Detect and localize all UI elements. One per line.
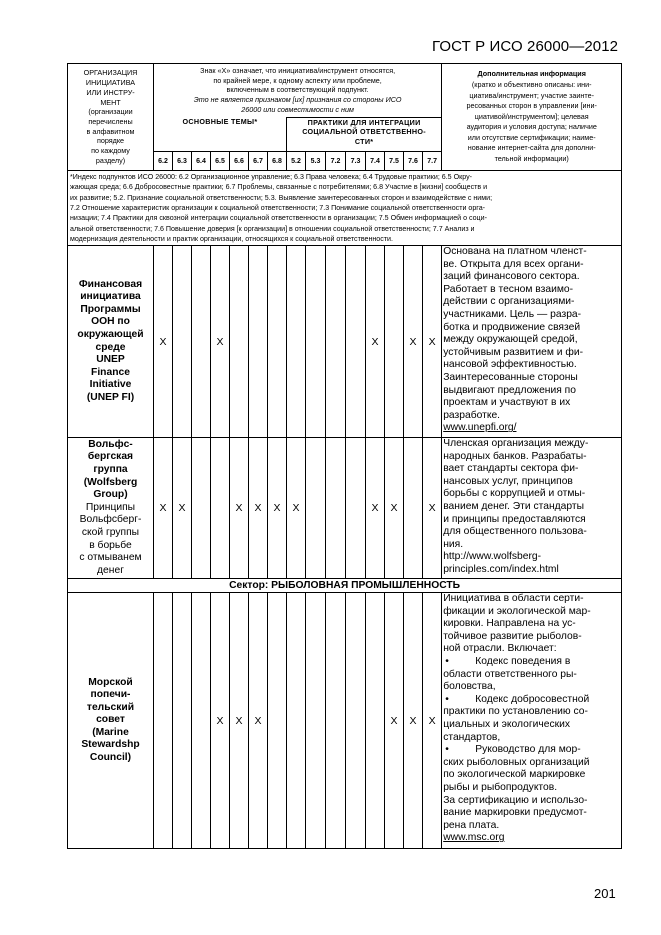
info-line: Членская организация между- (443, 438, 589, 450)
legend-italic-line: Это не является признаком [их] признания со стороны ИСО (193, 95, 402, 105)
org-name-line: группа (93, 464, 128, 476)
integration-practices-line: СОЦИАЛЬНОЙ ОТВЕТСТВЕННО- (302, 127, 426, 137)
mark-cell: X (249, 593, 268, 849)
subclause-code: 6.6 (230, 152, 249, 171)
info-line: устойчивым развитием и фи- (443, 346, 584, 358)
mark-cell (306, 593, 326, 849)
subclause-code: 6.8 (268, 152, 287, 171)
mark-cell: X (366, 246, 385, 438)
index-line: их развитие; 5.2. Признание социальной ответственности; 5.3. Выявление заинтересованных сторон и взаимодействие с ними; (70, 193, 493, 202)
subclause-code: 7.5 (385, 152, 404, 171)
info-line: области ответственного ры- (443, 668, 577, 680)
mark-cell: X (423, 593, 442, 849)
org-name-line: (UNEP FI) (86, 391, 135, 403)
mark-cell: X (211, 593, 230, 849)
mark-cell: X (154, 246, 173, 438)
mark-cell (173, 593, 192, 849)
integration-practices-group (287, 117, 442, 152)
info-line: выдвигают предложения по (443, 384, 576, 396)
info-header-line: ресованных сторон в управлении [ини- (466, 101, 597, 111)
integration-practices-line: СТИ* (354, 137, 374, 147)
org-name-line: Council) (89, 752, 132, 764)
org-name-line: Принципы (85, 501, 136, 513)
info-header-line: циатива/инструмент; участие заинте- (469, 90, 595, 100)
info-line: участниками. Цель — разра- (443, 309, 582, 321)
mark-cell: X (423, 246, 442, 438)
org-header-line: МЕНТ (100, 97, 121, 107)
bullet-text: Руководство для мор- (475, 744, 581, 756)
info-line: www.msc.org (443, 832, 505, 844)
index-line: альной ответственности; 7.6 Повышение доверия [к организации] в отношении социальной ответственности; 7.7 Анализ и (70, 224, 475, 233)
info-line: боловства, (443, 681, 496, 693)
subclause-code: 5.2 (287, 152, 306, 171)
mark-cell: X (385, 438, 404, 579)
info-line: ванием денег. Эти стандарты (443, 501, 585, 513)
org-name-line: (Wolfsberg (83, 476, 138, 488)
info-line: ботка и продвижение связей (443, 321, 581, 333)
mark-cell (306, 438, 326, 579)
mark-cell (385, 246, 404, 438)
bullet-text: Кодекс добросовестной (475, 693, 590, 705)
sector-heading: Сектор: РЫБОЛОВНАЯ ПРОМЫШЛЕННОСТЬ (68, 579, 622, 593)
subclause-code: 6.7 (249, 152, 268, 171)
org-name-line: в борьбе (89, 539, 132, 551)
info-line: ния. (443, 538, 464, 550)
org-header-line: в алфавитном (86, 126, 135, 136)
mark-cell (268, 593, 287, 849)
mark-cell: X (404, 246, 423, 438)
info-line: нансовой эффективностью. (443, 359, 577, 371)
info-line: заций финансового сектора. (443, 271, 580, 283)
mark-cell: X (249, 438, 268, 579)
mark-cell: X (230, 593, 249, 849)
info-line: ной отрасли. Включает: (443, 643, 557, 655)
info-line: действии с организациями- (443, 296, 575, 308)
info-line: Заинтересованные стороны (443, 372, 578, 384)
standard-title: ГОСТ Р ИСО 26000—2012 (432, 38, 619, 55)
org-name-line: Финансовая (78, 278, 143, 290)
org-name-line: среде (95, 341, 126, 353)
org-name-line: бергская (87, 451, 134, 463)
info-line: нансовых услуг, принципов (443, 475, 573, 487)
info-line: За сертификацию и использо- (443, 794, 588, 806)
info-line: Основана на платном членст- (443, 246, 587, 258)
mark-cell: X (230, 438, 249, 579)
org-header-line: ИЛИ ИНСТРУ- (86, 87, 135, 97)
org-name-line: Вольфсберг- (79, 514, 142, 526)
legend-italic-line: 26000 или совместимости с ним (241, 104, 354, 114)
mark-cell (192, 246, 211, 438)
subclause-code: 6.3 (173, 152, 192, 171)
info-line: principles.com/index.html (443, 564, 559, 576)
mark-cell (306, 246, 326, 438)
subclause-code: 7.4 (366, 152, 385, 171)
mark-cell (346, 593, 366, 849)
info-line (443, 656, 620, 669)
org-name-line: Finance (91, 366, 130, 378)
mark-cell (287, 593, 306, 849)
info-line: фикации и экологической мар- (443, 605, 591, 617)
org-name (68, 246, 154, 438)
info-line: вание маркировки предусмот- (443, 807, 587, 819)
org-name-line: Программы (80, 303, 141, 315)
info-line: www.unepfi.org/ (443, 422, 517, 434)
info-line: ских рыболовных организаций (443, 756, 590, 768)
mark-cell (326, 438, 346, 579)
org-column-header (68, 64, 154, 171)
org-header-line: ОРГАНИЗАЦИЯ (83, 68, 138, 78)
mark-cell: X (154, 438, 173, 579)
mark-cell: X (268, 438, 287, 579)
mark-cell (173, 246, 192, 438)
org-name (68, 438, 154, 579)
index-line: модернизация деятельности и практик организации, относящихся к социальной ответственности. (70, 234, 393, 243)
mark-cell (192, 438, 211, 579)
mark-cell: X (211, 246, 230, 438)
mark-cell (326, 593, 346, 849)
org-header-line: (организации (88, 107, 133, 117)
subclause-code: 5.3 (306, 152, 326, 171)
org-name-line: Initiative (89, 379, 132, 391)
info-line: проектам и участвуют в их (443, 397, 571, 409)
info-line: тойчивое развитие рыболов- (443, 630, 582, 642)
mark-cell (326, 246, 346, 438)
subclause-code: 7.6 (404, 152, 423, 171)
org-name-line: Вольфс- (88, 438, 133, 450)
mark-cell: X (385, 593, 404, 849)
mark-cell (346, 246, 366, 438)
index-line: 7.2 Отношение характеристик организации к социальной ответственности; 7.3 Понимание социальной ответственности орга- (70, 203, 486, 212)
info-line: Работает в тесном взаимо- (443, 283, 574, 295)
mark-cell: X (404, 593, 423, 849)
info-cell (442, 246, 622, 438)
mark-cell (249, 246, 268, 438)
org-header-line: по каждому (91, 146, 130, 156)
index-line: жающая среда; 6.6 Добросовестные практики; 6.7 Проблемы, связанные с потребителями; 6.8 Участие в [жизни] сообществ и (70, 183, 488, 192)
info-header-line: циативой/инструментом]; целевая (474, 111, 589, 121)
org-name-line: тельский (86, 701, 135, 713)
org-header-line: перечислены (88, 117, 133, 126)
info-line: и принципы предоставляются (443, 513, 586, 525)
subclause-code: 7.2 (326, 152, 346, 171)
mark-cell (268, 246, 287, 438)
mark-cell (404, 438, 423, 579)
subclause-index (68, 171, 622, 246)
info-line: разработке. (443, 409, 501, 421)
org-name-line: ской группы (81, 526, 140, 538)
org-header-line: разделу) (95, 155, 126, 165)
subclause-code: 6.4 (192, 152, 211, 171)
core-subjects-label: ОСНОВНЫЕ ТЕМЫ* (182, 117, 258, 127)
info-line (443, 694, 620, 707)
legend-line: включенным в соответствующий подпункт. (226, 85, 369, 95)
bullet-text: Кодекс поведения в (475, 656, 571, 668)
org-name-line: окружающей (77, 329, 144, 340)
legend-line: Знак «Х» означает, что инициатива/инструмент относятся, (200, 66, 396, 75)
org-name-line: Морской (88, 676, 133, 688)
mark-cell (211, 438, 230, 579)
info-line: практики по установлению со- (443, 706, 588, 718)
info-header-line: аудитория и условия доступа; наличие (466, 122, 597, 132)
org-name-line: денег (97, 564, 124, 576)
info-line: стандартов, (443, 731, 501, 743)
info-line: кировки. Направлена на ус- (443, 618, 576, 630)
mark-cell (230, 246, 249, 438)
index-line: *Индекс подпунктов ИСО 26000: 6.2 Организационное управление; 6.3 Права человека; 6.4 Трудовые практики; 6.5 Окру- (70, 173, 472, 182)
mark-cell: X (366, 438, 385, 579)
core-subjects-group (154, 117, 287, 152)
info-header-line: (кратко и объективно описаны: ини- (471, 79, 592, 89)
org-name-line: попечи- (90, 689, 131, 701)
bullet-icon: • (445, 693, 449, 705)
org-name-line: ООН по (91, 316, 130, 328)
mark-cell: X (287, 438, 306, 579)
subclause-code: 7.7 (423, 152, 442, 171)
info-line: между окружающей средой, (443, 334, 578, 346)
info-line: Инициатива в области серти- (443, 593, 584, 605)
org-name-line: UNEP (96, 354, 125, 366)
index-line: низации; 7.4 Практики для сквозной интеграции социальной ответственности в организации; 7.5 Обмен информацией о соци- (70, 214, 487, 223)
info-line: народных банков. Разрабаты- (443, 450, 587, 462)
org-name-line: Group) (93, 489, 128, 501)
org-name-line: инициатива (80, 291, 141, 303)
mark-cell (154, 593, 173, 849)
bullet-icon: • (445, 656, 449, 668)
integration-practices-line: ПРАКТИКИ ДЛЯ ИНТЕГРАЦИИ (307, 117, 421, 127)
info-column-header (442, 64, 622, 171)
org-name-line: совет (96, 714, 125, 726)
org-name-line: с отмыванем (79, 552, 142, 564)
mark-cell: X (423, 438, 442, 579)
subclause-code: 6.2 (154, 152, 173, 171)
initiatives-table (67, 63, 622, 849)
org-name-line: (Marine (92, 726, 129, 738)
info-line: вает стандарты сектора фи- (443, 463, 579, 475)
info-line: http://www.wolfsberg- (443, 551, 542, 563)
bullet-icon: • (445, 744, 449, 756)
subclause-code: 6.5 (211, 152, 230, 171)
info-line: ве. Открыта для всех органи- (443, 258, 584, 270)
mark-cell (366, 593, 385, 849)
page-number: 201 (594, 886, 616, 901)
mark-cell (287, 246, 306, 438)
info-line: рыбы и рыбопродуктов. (443, 782, 558, 793)
org-header-line: порядке (96, 136, 125, 146)
legend-note (154, 64, 442, 118)
legend-line: по крайней мере, к одному аспекту или проблеме, (213, 75, 382, 85)
info-line: борьбы с коррупцией и отмы- (443, 488, 586, 500)
info-header-line: тельной информации) (494, 154, 569, 164)
info-line: по экологической маркировке (443, 769, 586, 781)
org-name-line: Stewardshp (81, 739, 140, 751)
info-line: циальных и экологических (443, 719, 571, 731)
info-line: рена плата. (443, 819, 500, 831)
mark-cell: X (173, 438, 192, 579)
info-cell (442, 438, 622, 579)
subclause-code: 7.3 (346, 152, 366, 171)
mark-cell (346, 438, 366, 579)
mark-cell (192, 593, 211, 849)
info-header-title: Дополнительная информация (477, 69, 586, 79)
info-line (443, 744, 620, 757)
info-header-line: нование интернет-сайта для дополни- (467, 143, 596, 153)
info-cell (442, 593, 622, 849)
org-header-line: ИНИЦИАТИВА (85, 78, 136, 88)
org-name (68, 593, 154, 849)
info-line: для общественного пользова- (443, 526, 587, 538)
info-header-line: или отсутствие сертификации; наиме- (467, 132, 596, 142)
